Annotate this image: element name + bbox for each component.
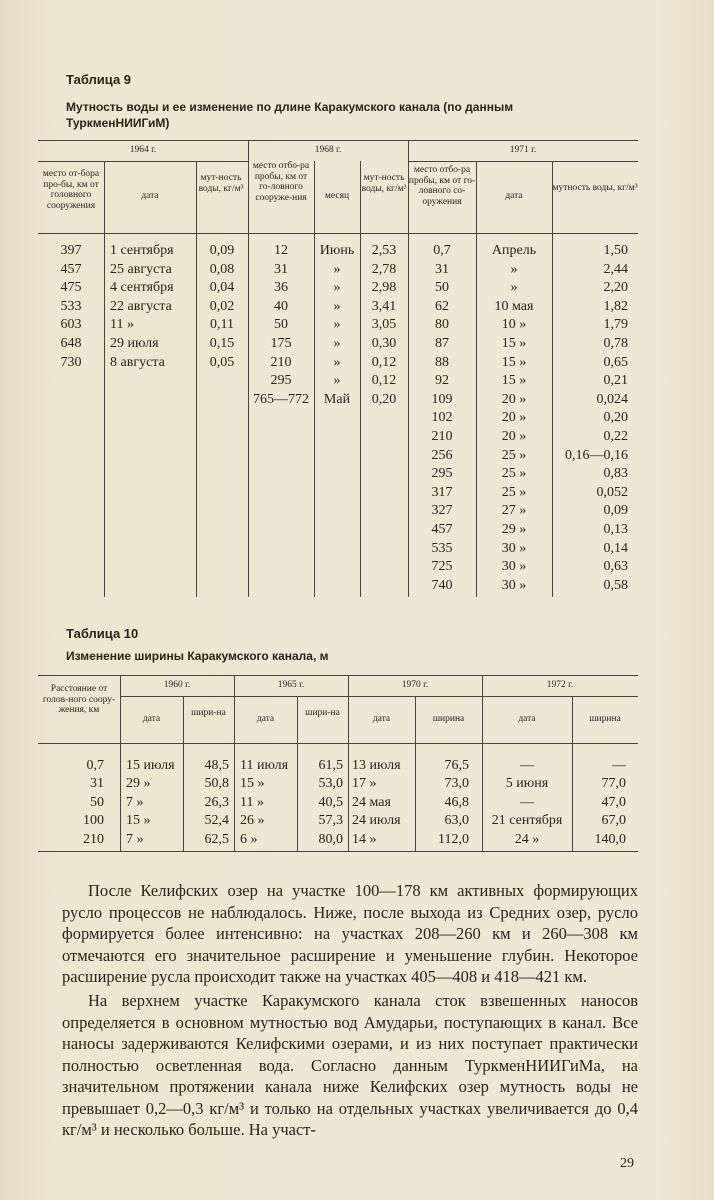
table10-header-width-1970: ширина xyxy=(432,714,465,724)
table9-cell: » xyxy=(333,280,341,296)
table9-cell: 11 » xyxy=(110,317,134,333)
paragraph-1: После Келифских озер на участке 100—178 км активных формирующих русло процессов не наблюдалось. Ниже, после выхода из Средних озер, русло формируется более интенсивно: на участках 208—260 км и 260—308 км отмечаются его значительное расширение и уменьшение глубин. Некоторое расширение русла происходит также на участках 405—408 и 418—421 км. xyxy=(62,881,638,986)
table9-cell: » xyxy=(333,317,341,333)
table9-header-date-1971: дата xyxy=(505,191,523,201)
table10-cell: 57,3 xyxy=(318,813,343,829)
table10-caption: Таблица 10 xyxy=(66,626,139,641)
table9-cell: 0,58 xyxy=(603,577,628,593)
table9-cell: 0,78 xyxy=(603,336,628,351)
table9-cell: 8 августа xyxy=(110,354,165,370)
table9-cell: 0,09 xyxy=(209,243,235,258)
table9-cell: 2,44 xyxy=(603,261,628,277)
table10-cell: 67,0 xyxy=(601,813,626,829)
table9-cell: 0,09 xyxy=(603,503,628,519)
table9-cell: 29 » xyxy=(501,522,527,537)
table9-cell: 317 xyxy=(431,484,453,500)
table10-cell: 80,0 xyxy=(318,831,343,847)
table9-cell: 15 » xyxy=(501,373,527,389)
table9-year-1971: 1971 г. xyxy=(509,145,537,155)
table9-cell: » xyxy=(510,280,518,296)
table9-year-1968: 1968 г. xyxy=(314,145,342,155)
table9-cell: 50 xyxy=(435,280,449,296)
table10-cell: 11 » xyxy=(240,794,264,810)
table10-cell: 24 » xyxy=(514,831,540,847)
table9-cell: 2,20 xyxy=(603,280,628,296)
table9-cell: 10 мая xyxy=(494,298,534,314)
table9-cell: 0,05 xyxy=(209,354,235,370)
paragraph-2: На верхнем участке Каракумского канала сток взвешенных наносов определяется в основном мутностью вод Амударьи, поступающих в канал. Все наносы задерживаются Келифскими озерами, и из них поступает практически полностью осветленная вода. Согласно данным ТуркменНИИГиМа, на значительном протяжении канала ниже Келифских озер мутность воды не превышает 0,2—0,3 кг/м³ и только на отдельных участках увеличивается до 0,4 кг/м³ и несколько больше. На участ- xyxy=(62,991,638,1139)
table9-cell: 1,50 xyxy=(603,243,628,258)
table9-year-1964: 1964 г. xyxy=(129,145,157,155)
table10-cell: 62,5 xyxy=(204,831,229,847)
table9-cell: 397 xyxy=(60,243,82,258)
table9-cell: » xyxy=(510,261,518,277)
table9-cell: 30 » xyxy=(501,559,527,575)
table10-cell: — xyxy=(612,758,626,773)
table9-cell: 210 xyxy=(431,429,453,444)
table9-cell: » xyxy=(333,354,341,370)
table10-cell: — xyxy=(520,758,534,773)
table9-cell: 730 xyxy=(60,354,82,370)
table10-cell: 26 » xyxy=(240,813,265,829)
table9-cell: 0,02 xyxy=(209,298,235,314)
table10-header-date-1972: дата xyxy=(518,714,536,724)
table9-cell: Апрель xyxy=(491,243,537,258)
table10-cell: 21 сентября xyxy=(491,813,563,829)
table9-cell: 210 xyxy=(270,354,292,370)
table10-cell: 5 июня xyxy=(505,776,549,792)
table10-cell: 63,0 xyxy=(444,813,469,829)
table10-cell: 52,4 xyxy=(204,813,229,829)
table10-title: Изменение ширины Каракумского канала, м xyxy=(66,649,329,663)
page-number: 29 xyxy=(620,1156,634,1171)
table9-cell: 87 xyxy=(435,336,449,351)
table10-cell: 7 » xyxy=(126,831,144,847)
table10-cell: — xyxy=(520,794,534,810)
table10-cell: 48,5 xyxy=(204,758,229,773)
table9-cell: 40 xyxy=(274,298,288,314)
table9-cell: 256 xyxy=(431,447,453,463)
table9-cell: 25 » xyxy=(501,447,527,463)
table9-cell: 2,78 xyxy=(371,261,397,277)
table9-title: Мутность воды и ее изменение по длине Каракумского канала (по данным ТуркменНИИГиМ) xyxy=(66,100,514,130)
table9-cell: 92 xyxy=(435,373,449,389)
table9-cell: 15 » xyxy=(501,336,527,351)
table9-cell: 2,53 xyxy=(371,243,397,258)
table10-cell: 31 xyxy=(90,776,104,792)
table9-cell: 457 xyxy=(431,522,453,537)
table9-cell: 30 » xyxy=(501,577,527,593)
table9-cell: 62 xyxy=(435,298,449,314)
table10-cell: 40,5 xyxy=(318,794,343,810)
table10-cell: 24 июля xyxy=(352,813,401,829)
table9-cell: 0,20 xyxy=(371,391,397,407)
table10-cell: 61,5 xyxy=(318,758,343,773)
table10-cell: 50,8 xyxy=(204,776,229,792)
table9-cell: 475 xyxy=(60,280,82,296)
table9-cell: » xyxy=(333,336,341,351)
table9-cell: 0,21 xyxy=(603,373,628,389)
table10-cell: 14 » xyxy=(352,831,377,847)
table10-cell: 15 » xyxy=(126,813,151,829)
table9-cell: 22 августа xyxy=(110,298,172,314)
table9-cell: 30 » xyxy=(501,540,527,556)
table9-header-place-1968: место отбо-ра пробы, км от го-ловного сооруже-ния xyxy=(252,161,310,203)
table9-cell: 3,05 xyxy=(371,317,397,333)
table9-cell: 535 xyxy=(431,540,453,556)
table9-cell: 175 xyxy=(270,336,292,351)
table9-cell: 29 июля xyxy=(110,336,159,351)
table9-cell: 15 » xyxy=(501,354,527,370)
table9-header-turbidity-1971: мутность воды, кг/м³ xyxy=(552,183,638,193)
table9-cell: 27 » xyxy=(501,503,527,519)
table9-cell: 0,08 xyxy=(209,261,235,277)
table9-cell: 20 » xyxy=(501,429,527,444)
table10-cell: 15 июля xyxy=(126,758,175,773)
table10-cell: 210 xyxy=(83,831,104,847)
table9-cell: 1,79 xyxy=(603,317,628,333)
table9-caption: Таблица 9 xyxy=(66,72,132,87)
table9-cell: 533 xyxy=(60,298,82,314)
table9-cell: 603 xyxy=(60,317,82,333)
table9-cell: 3,41 xyxy=(371,298,397,314)
table9-cell: 109 xyxy=(431,391,453,407)
table10-header-place: Расстояние от голов-ного соору-жения, км xyxy=(42,684,116,715)
table9-cell: 0,11 xyxy=(210,317,234,333)
table10-cell: 29 » xyxy=(126,776,151,792)
table9-cell: 20 » xyxy=(501,410,527,426)
table9-cell: 740 xyxy=(431,577,453,593)
table10-year-1960: 1960 г. xyxy=(163,680,191,690)
table9-cell: 102 xyxy=(431,410,453,426)
table9-header-place-1971: место отбо-ра пробы, км от го-ловного со-оружения xyxy=(408,165,476,207)
table9-cell: 36 xyxy=(274,280,288,296)
table10-cell: 6 » xyxy=(240,831,258,847)
table9-cell: 0,15 xyxy=(209,336,235,351)
table10-cell: 24 мая xyxy=(352,794,391,810)
table9-header-month-1968: месяц xyxy=(324,191,350,201)
table9-cell: 0,22 xyxy=(603,429,628,444)
table9-cell: 0,04 xyxy=(209,280,235,296)
table10-cell: 77,0 xyxy=(601,776,626,792)
table9-cell: 0,20 xyxy=(603,410,628,426)
table9-cell: 2,98 xyxy=(371,280,397,296)
table9-cell: 31 xyxy=(435,261,449,277)
table9-cell: 80 xyxy=(435,317,449,333)
table10-header-width-1965: шири-на xyxy=(305,708,340,718)
table9-cell: 4 сентября xyxy=(110,280,174,296)
table10-cell: 15 » xyxy=(240,776,265,792)
table9-cell: 25 » xyxy=(501,484,527,500)
table9-cell: 1,82 xyxy=(603,298,628,314)
table9-cell: 725 xyxy=(431,559,453,575)
table10-year-1965: 1965 г. xyxy=(277,680,305,690)
table9-cell: 31 xyxy=(274,261,288,277)
table9-cell: 0,16—0,16 xyxy=(565,447,628,463)
table10-header-width-1972: ширина xyxy=(589,714,621,724)
table10-header-date-1960: дата xyxy=(142,714,161,724)
table9-cell: 0,63 xyxy=(603,559,628,575)
table9-cell: 0,12 xyxy=(371,373,397,389)
table10-year-1970: 1970 г. xyxy=(401,680,429,690)
table9-cell: 1 сентября xyxy=(110,243,174,258)
table9-cell: 327 xyxy=(431,503,453,519)
table9-cell: 25 августа xyxy=(110,261,172,277)
table10-cell: 140,0 xyxy=(594,831,626,847)
table10-header-date-1965: дата xyxy=(256,714,275,724)
table9-cell: 0,30 xyxy=(371,336,397,351)
table9-cell: 12 xyxy=(274,243,288,258)
table9-cell: 0,024 xyxy=(596,391,628,407)
table9-header-turbidity-1964: мут-ность воды, кг/м³ xyxy=(198,173,244,194)
table10-cell: 7 » xyxy=(126,794,144,810)
table10-cell: 53,0 xyxy=(318,776,343,792)
table9-header-place-1964: место от-бора про-бы, км от головного сооружения xyxy=(42,169,100,211)
table9-cell: 50 xyxy=(274,317,288,333)
table9-cell: 295 xyxy=(431,466,453,482)
table10-header-width-1960: шири-на xyxy=(191,708,226,718)
table10-cell: 73,0 xyxy=(444,776,469,792)
table10-cell: 47,0 xyxy=(601,794,626,810)
table9-cell: 0,7 xyxy=(433,243,451,258)
table9-cell: 25 » xyxy=(501,466,527,482)
table10-cell: 76,5 xyxy=(444,758,469,773)
table9-cell: 10 » xyxy=(501,317,527,333)
table10-cell: 50 xyxy=(90,794,104,810)
table9-cell: 0,052 xyxy=(596,484,628,500)
table9-cell: 0,12 xyxy=(371,354,397,370)
table10-cell: 100 xyxy=(83,813,104,829)
table10-cell: 17 » xyxy=(352,776,377,792)
table10-cell: 13 июля xyxy=(352,758,401,773)
table9-cell: 295 xyxy=(270,373,292,389)
table10-cell: 0,7 xyxy=(86,758,104,773)
table9-cell: » xyxy=(333,261,341,277)
table9-header-turbidity-1968: мут-ность воды, кг/м³ xyxy=(361,173,407,194)
table9-cell: 88 xyxy=(435,354,449,370)
table10-cell: 112,0 xyxy=(438,831,469,847)
table9-cell: 20 » xyxy=(501,391,527,407)
table10-header-date-1970: дата xyxy=(372,714,391,724)
table10-year-1972: 1972 г. xyxy=(546,680,574,690)
table9-cell: Май xyxy=(323,391,351,407)
table10-cell: 46,8 xyxy=(444,794,469,810)
table9-cell: 0,65 xyxy=(603,354,628,370)
table10-cell: 11 июля xyxy=(240,758,289,773)
table9-cell: 765—772 xyxy=(253,391,309,407)
table9-cell: 0,14 xyxy=(603,540,628,556)
table9-cell: 0,83 xyxy=(603,466,628,482)
table9-cell: 0,13 xyxy=(603,522,628,537)
table9-cell: » xyxy=(333,298,341,314)
table9-cell: 648 xyxy=(60,336,82,351)
table10-cell: 26,3 xyxy=(204,794,229,810)
table9-cell: 457 xyxy=(60,261,82,277)
table9-cell: » xyxy=(333,373,341,389)
table9-cell: Июнь xyxy=(319,243,355,258)
table9-header-date-1964: дата xyxy=(141,191,159,201)
